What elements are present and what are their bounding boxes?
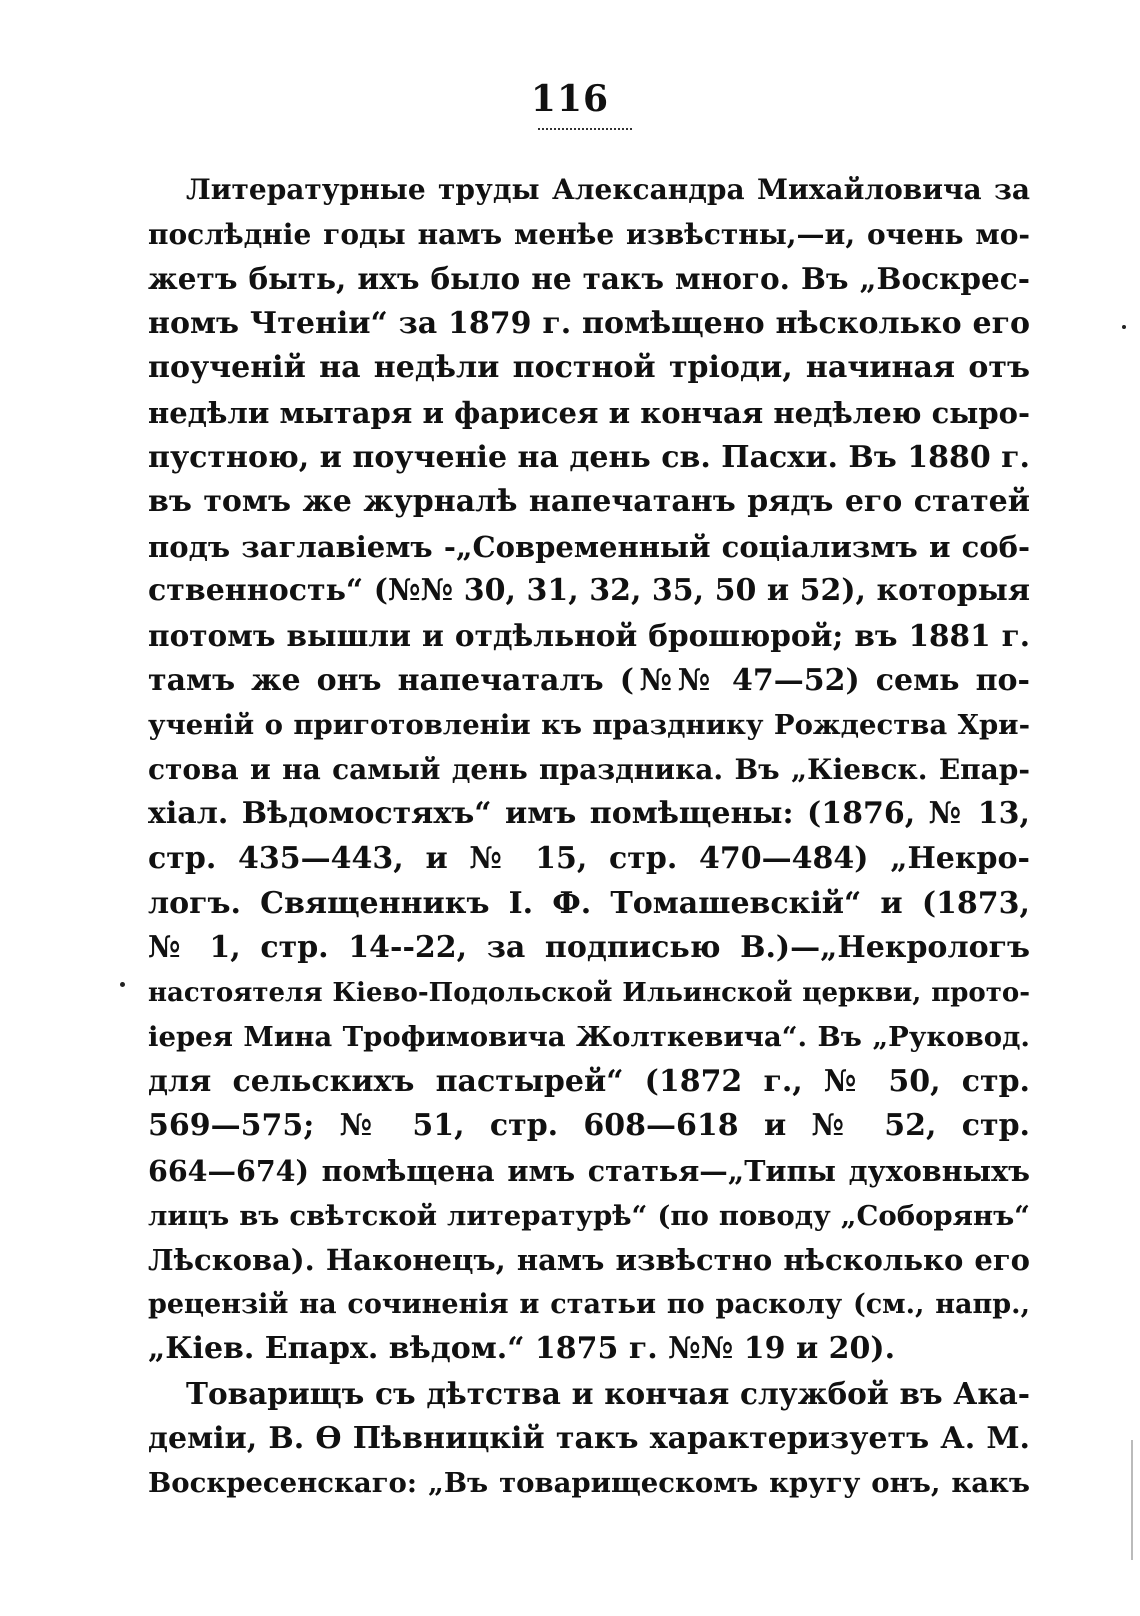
text-line: подъ заглавіемъ -„Современный соціализмъ и соб- <box>148 529 1030 564</box>
text-line: 569—575; № 51, стр. 608—618 и № 52, стр. <box>148 1108 1030 1144</box>
text-line: жетъ быть, ихъ было не такъ много. Въ „Воскрес- <box>148 261 1030 297</box>
text-line: послѣдніе годы намъ менѣе извѣстны,—и, очень мо- <box>148 217 1030 251</box>
page-number-rule <box>538 128 632 130</box>
text-line: пустною, и поученіе на день св. Пасхи. Въ 1880 г. <box>148 439 1030 475</box>
text-line: лицъ въ свѣтской литературѣ“ (по поводу „Соборянъ“ <box>148 1199 1030 1232</box>
scan-speck <box>1122 325 1126 329</box>
page-number: 116 <box>530 78 610 120</box>
text-line: іерея Мина Трофимовича Жолткевича“. Въ „Руковод. <box>148 1021 1030 1054</box>
text-line: Лѣскова). Наконецъ, намъ извѣстно нѣсколько его <box>148 1243 1030 1278</box>
scan-edge-mark <box>1131 1440 1133 1560</box>
text-line: деміи, В. Ѳ Пѣвницкій такъ характеризуетъ А. М. <box>148 1420 1030 1456</box>
text-line: рецензій на сочиненія и статьи по расколу (см., напр., <box>148 1288 1030 1320</box>
text-line: стр. 435—443, и № 15, стр. 470—484) „Некро- <box>148 840 1030 876</box>
body-text <box>148 168 1030 1506</box>
text-line: Воскресенскаго: „Въ товарищескомъ кругу онъ, какъ <box>148 1467 1030 1500</box>
text-line: недѣли мытаря и фарисея и кончая недѣлею сыро- <box>148 395 1030 430</box>
text-line: поученій на недѣли постной тріоди, начиная отъ <box>148 350 1030 386</box>
text-line: номъ Чтеніи“ за 1879 г. помѣщено нѣсколько его <box>148 305 1030 341</box>
text-line: потомъ вышли и отдѣльной брошюрой; въ 1881 г. <box>148 617 1030 653</box>
text-line: ученій о приготовленіи къ празднику Рождества Хри- <box>148 709 1030 742</box>
text-line: настоятеля Кіево-Подольской Ильинской церкви, прото- <box>148 977 1030 1008</box>
text-line: Литературные труды Александра Михайловича за <box>186 173 1030 206</box>
text-line: стова и на самый день праздника. Въ „Кіевск. Епар- <box>148 752 1030 786</box>
text-line: для сельскихъ пастырей“ (1872 г., № 50, стр. <box>148 1063 1030 1099</box>
text-line: „Кіев. Епарх. вѣдом.“ 1875 г. №№ 19 и 20). <box>148 1331 896 1367</box>
text-line: хіал. Вѣдомостяхъ“ имъ помѣщены: (1876, № 13, <box>148 796 1030 832</box>
text-line: логъ. Священникъ I. Ф. Томашевскій“ и (1873, <box>148 885 1030 921</box>
text-line: ственность“ (№№ 30, 31, 32, 35, 50 и 52), которыя <box>148 573 1030 609</box>
text-line: 664—674) помѣщена имъ статья—„Типы духовныхъ <box>148 1154 1030 1189</box>
text-line: въ томъ же журналѣ напечатанъ рядъ его статей <box>148 484 1030 520</box>
text-line: № 1, стр. 14--22, за подписью В.)—„Некрологъ <box>148 930 1030 966</box>
text-line: Товарищъ съ дѣтства и кончая службой въ Ака- <box>186 1376 1030 1412</box>
text-line: тамъ же онъ напечаталъ (№№ 47—52) семь по- <box>148 662 1030 698</box>
scan-speck <box>120 982 125 987</box>
